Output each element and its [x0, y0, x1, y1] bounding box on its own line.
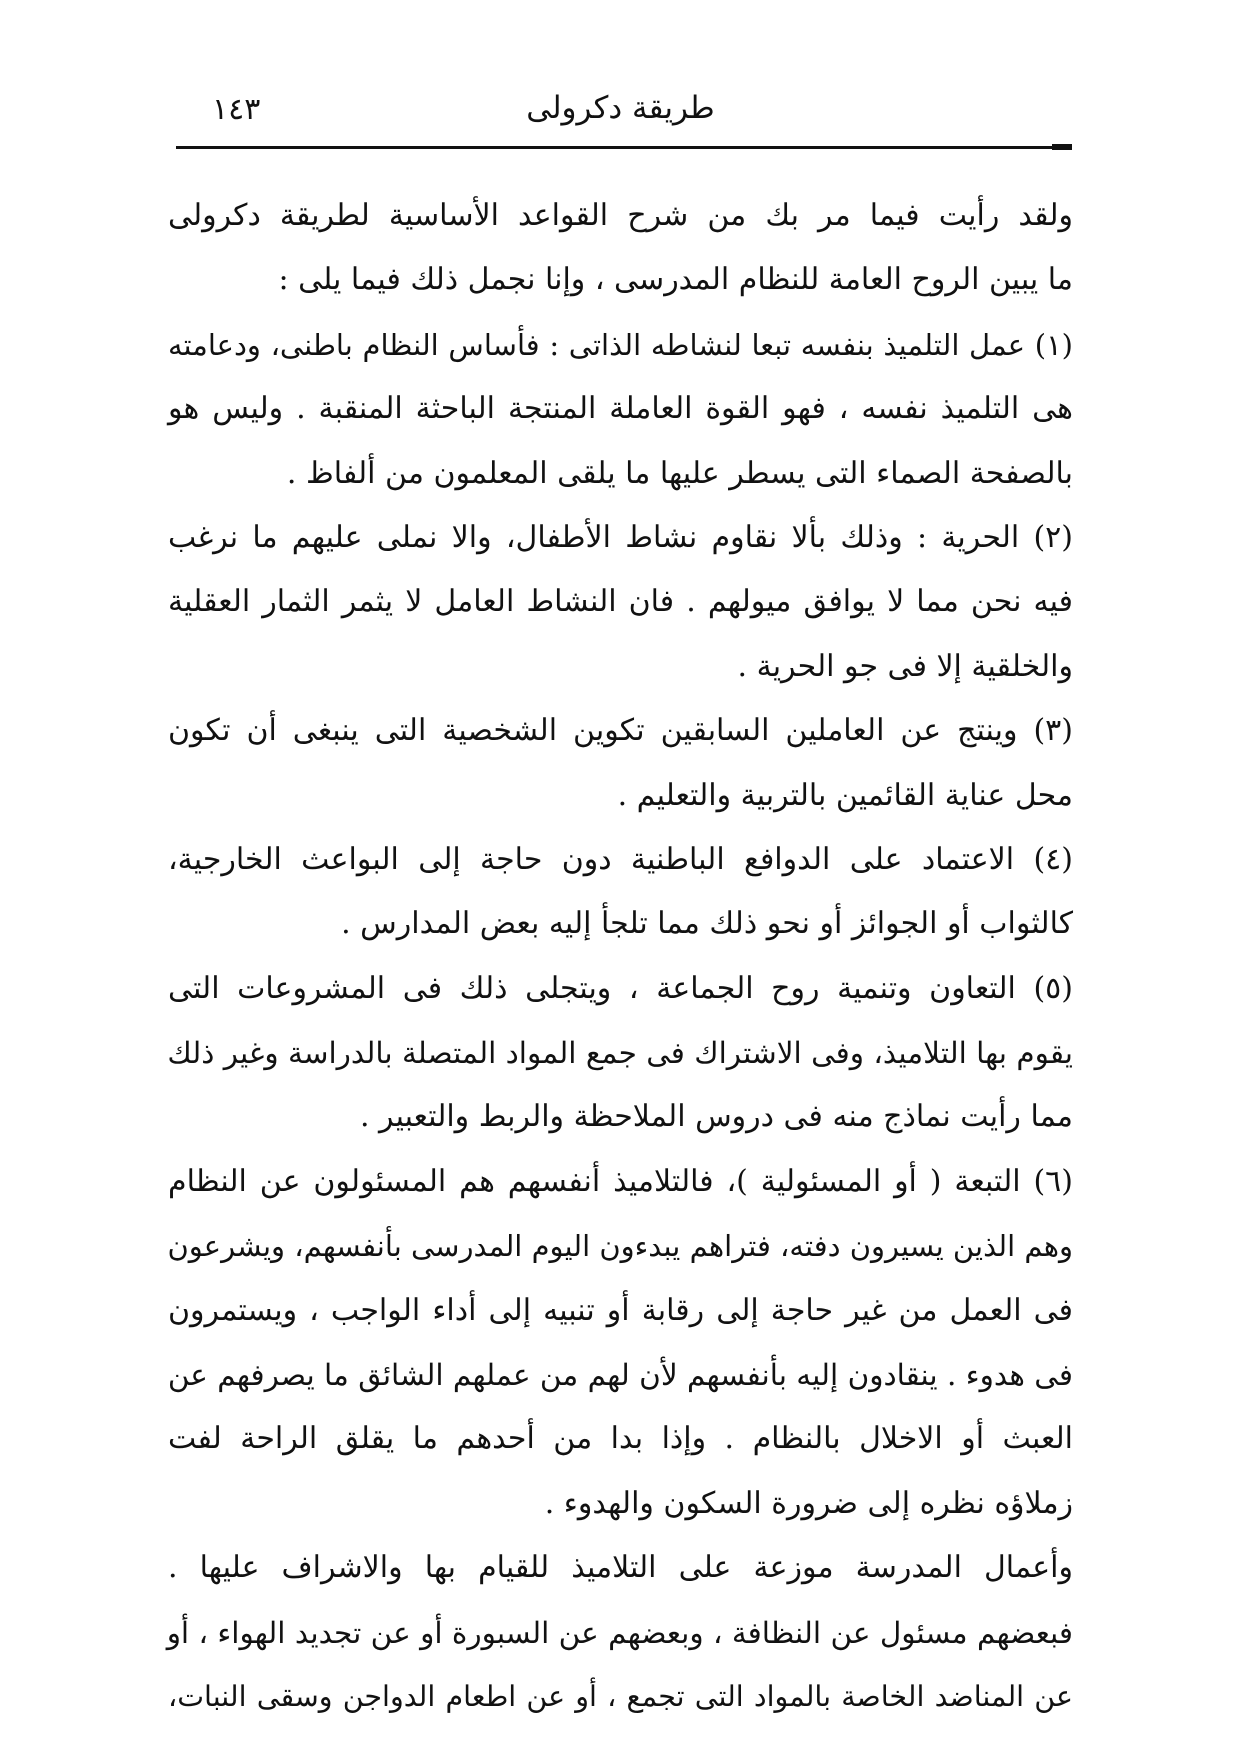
page-number: ١٤٣ [212, 92, 261, 127]
text-line: (٦) التبعة ( أو المسئولية )، فالتلاميذ أنفسهم هم المسئولون عن النظام [168, 1163, 1073, 1199]
running-title: طريقة دكرولى [526, 90, 715, 126]
header-rule-end [1052, 144, 1072, 150]
text-line: مما رأيت نماذج منه فى دروس الملاحظة والربط والتعبير . [359, 1099, 1073, 1135]
text-line: بالصفحة الصماء التى يسطر عليها ما يلقى المعلمون من ألفاظ . [286, 455, 1073, 491]
body-text [168, 184, 1073, 1729]
text-line: وأعمال المدرسة موزعة على التلاميذ للقيام بها والاشراف عليها . [168, 1550, 1073, 1586]
text-line: (١) عمل التلميذ بنفسه تبعا لنشاطه الذاتى : فأساس النظام باطنى، ودعامته [168, 327, 1073, 362]
text-line: كالثواب أو الجوائز أو نحو ذلك مما تلجأ إليه بعض المدارس . [341, 906, 1073, 942]
text-line: العبث أو الاخلال بالنظام . وإذا بدا من أحدهم ما يقلق الراحة لفت [168, 1421, 1073, 1457]
text-line: فى هدوء . ينقادون إليه بأنفسهم لأن لهم من عملهم الشائق ما يصرفهم عن [167, 1358, 1073, 1393]
text-line: فيه نحن مما لا يوافق ميولهم . فان النشاط العامل لا يثمر الثمار العقلية [168, 584, 1073, 620]
text-line: (٥) التعاون وتنمية روح الجماعة ، ويتجلى ذلك فى المشروعات التى [168, 970, 1073, 1006]
text-line: وهم الذين يسيرون دفته، فتراهم يبدءون اليوم المدرسى بأنفسهم، ويشرعون [167, 1229, 1073, 1264]
text-line: (٢) الحرية : وذلك بألا نقاوم نشاط الأطفال، والا نملى عليهم ما نرغب [168, 519, 1073, 555]
text-line: (٣) وينتج عن العاملين السابقين تكوين الشخصية التى ينبغى أن تكون [168, 713, 1073, 749]
running-header [168, 72, 1073, 130]
text-line: فى العمل من غير حاجة إلى رقابة أو تنبيه إلى أداء الواجب ، ويستمرون [168, 1292, 1073, 1328]
text-line: يقوم بها التلاميذ، وفى الاشتراك فى جمع المواد المتصلة بالدراسة وغير ذلك [167, 1036, 1073, 1071]
text-line: زملاؤه نظره إلى ضرورة السكون والهدوء . [544, 1485, 1073, 1521]
book-page [168, 72, 1073, 1712]
text-line: فبعضهم مسئول عن النظافة ، وبعضهم عن السبورة أو عن تجديد الهواء ، أو [166, 1615, 1073, 1650]
text-line: والخلقية إلا فى جو الحرية . [737, 648, 1073, 684]
text-line: عن المناضد الخاصة بالمواد التى تجمع ، أو عن اطعام الدواجن وسقى النبات، [168, 1679, 1073, 1713]
text-line: هى التلميذ نفسه ، فهو القوة العاملة المنتجة الباحثة المنقبة . وليس هو [168, 391, 1073, 427]
header-rule [176, 146, 1056, 149]
text-line: (٤) الاعتماد على الدوافع الباطنية دون حاجة إلى البواعث الخارجية، [168, 841, 1073, 877]
text-line: ولقد رأيت فيما مر بك من شرح القواعد الأساسية لطريقة دكرولى [168, 198, 1073, 233]
text-line: محل عناية القائمين بالتربية والتعليم . [617, 777, 1073, 813]
text-line: ما يبين الروح العامة للنظام المدرسى ، وإنا نجمل ذلك فيما يلى : [278, 262, 1073, 298]
